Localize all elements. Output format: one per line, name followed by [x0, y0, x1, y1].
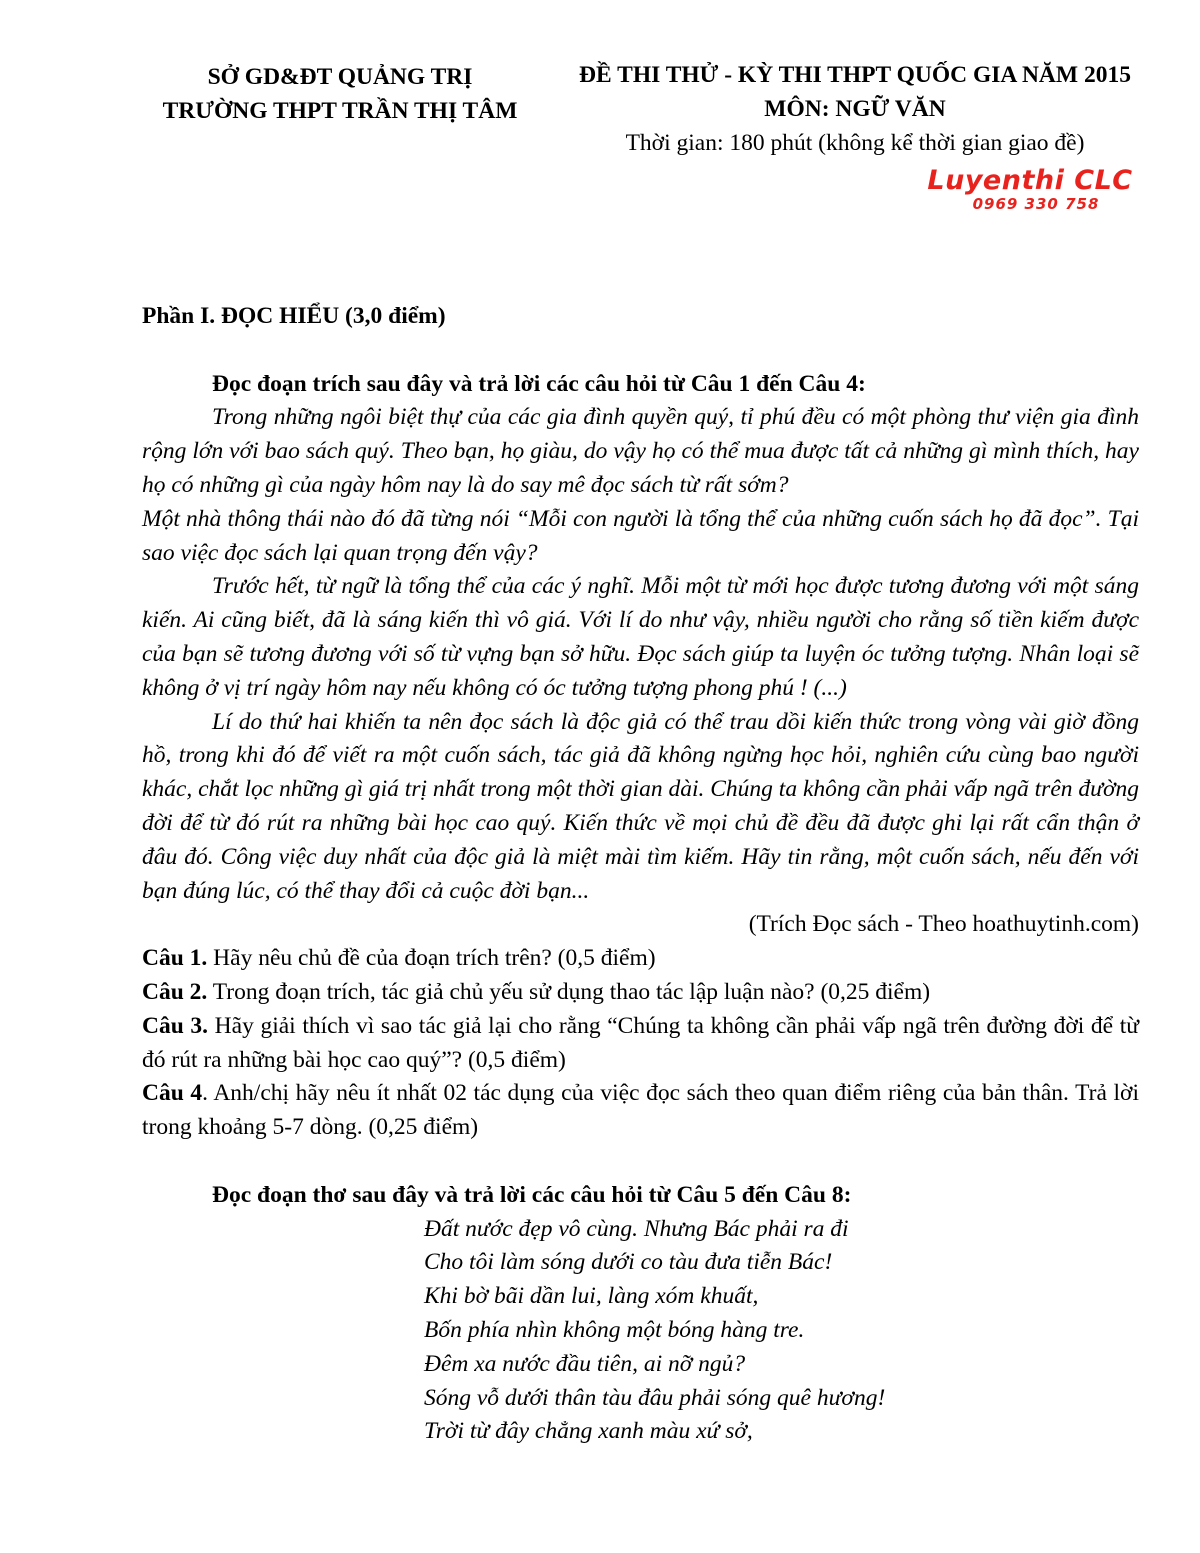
watermark-phone: 0969 330 758	[972, 195, 1100, 213]
question-label: Câu 1.	[142, 945, 208, 972]
section-title: Phần I. ĐỌC HIỂU (3,0 điểm)	[142, 303, 446, 329]
reading-passage	[142, 401, 1139, 908]
department-name: SỞ GD&ĐT QUẢNG TRỊ	[207, 64, 473, 90]
passage-paragraph: Một nhà thông thái nào đó đã từng nói “Mỗi con người là tổng thể của những cuốn sách họ đã đọc”. Tại sao việc đọc sách lại quan trọng đến vậy?	[142, 505, 1139, 566]
school-header	[130, 60, 550, 128]
question-3	[142, 1010, 1139, 1078]
reading-instruction: Đọc đoạn trích sau đây và trả lời các câu hỏi từ Câu 1 đến Câu 4:	[212, 370, 866, 397]
question-text: Trong đoạn trích, tác giả chủ yếu sử dụng thao tác lập luận nào? (0,25 điểm)	[207, 978, 931, 1005]
exam-body	[142, 300, 1139, 1449]
question-label: Câu 4	[142, 1080, 203, 1107]
poem-line: Cho tôi làm sóng dưới co tàu đưa tiễn Bác!	[424, 1249, 833, 1276]
passage-source: (Trích Đọc sách - Theo hoathuytinh.com)	[748, 911, 1139, 938]
watermark-logo	[920, 166, 1140, 212]
question-label: Câu 2.	[142, 978, 208, 1005]
passage-paragraph: Lí do thứ hai khiến ta nên đọc sách là độc giả có thể trau dồi kiến thức trong vòng vài giờ đồng hồ, trong khi đó để viết ra một cuốn sách, tác giả đã không ngừng học hỏi, nghiên cứu cùng bao người khác, chắt lọc những gì giá trị nhất trong một thời gian dài. Chúng ta không cần phải vấp ngã trên đường đời để từ đó rút ra những bài học cao quý. Kiến thức về mọi chủ đề đều đã được ghi lại rất cẩn thận ở đâu đó. Công việc duy nhất của độc giả là miệt mài tìm kiếm. Hãy tin rằng, một cuốn sách, nếu đến với bạn đúng lúc, có thể thay đổi cả cuộc đời bạn...	[142, 708, 1139, 904]
question-label: Câu 3.	[142, 1012, 209, 1039]
watermark-brand: Luyenthi CLC	[927, 165, 1133, 196]
poem-instruction: Đọc đoạn thơ sau đây và trả lời các câu hỏi từ Câu 5 đến Câu 8:	[212, 1181, 852, 1208]
poem-line: Đêm xa nước đầu tiên, ai nỡ ngủ?	[424, 1350, 746, 1377]
poem-line: Bốn phía nhìn không một bóng hàng tre.	[424, 1316, 805, 1343]
question-text: . Anh/chị hãy nêu ít nhất 02 tác dụng của việc đọc sách theo quan điểm riêng của bản thân. Trả lời trong khoảng 5-7 dòng. (0,25 điểm)	[142, 1080, 1139, 1141]
school-name: TRƯỜNG THPT TRẦN THỊ TÂM	[162, 98, 518, 124]
passage-paragraph: Trước hết, từ ngữ là tổng thể của các ý nghĩ. Mỗi một từ mới học được tương đương với một sáng kiến. Ai cũng biết, đã là sáng kiến thì vô giá. Với lí do như vậy, nhiều người cho rằng số tiền kiếm được của bạn sẽ tương đương với số từ vựng bạn sở hữu. Đọc sách giúp ta luyện óc tưởng tượng. Nhân loại sẽ không ở vị trí ngày hôm nay nếu không có óc tưởng tượng phong phú ! (...)	[142, 573, 1139, 701]
question-1	[142, 942, 1139, 976]
passage-paragraph: Trong những ngôi biệt thự của các gia đình quyền quý, tỉ phú đều có một phòng thư viện gia đình rộng lớn với bao sách quý. Theo bạn, họ giàu, do vậy họ có thể mua được tất cả những gì mình thích, hay họ có những gì của ngày hôm nay là do say mê đọc sách từ rất sớm?	[142, 404, 1139, 498]
exam-subject: MÔN: NGỮ VĂN	[764, 96, 946, 122]
question-4	[142, 1077, 1139, 1145]
poem-line: Khi bờ bãi dần lui, làng xóm khuất,	[424, 1283, 759, 1310]
exam-time: Thời gian: 180 phút (không kể thời gian giao đề)	[625, 130, 1085, 156]
poem-line: Sóng vỗ dưới thân tàu đâu phải sóng quê hương!	[424, 1384, 886, 1411]
question-text: Hãy nêu chủ đề của đoạn trích trên? (0,5 điểm)	[207, 945, 656, 972]
poem-excerpt	[142, 1213, 1139, 1450]
poem-line: Trời từ đây chẳng xanh màu xứ sở,	[424, 1418, 753, 1445]
exam-title: ĐỀ THI THỬ - KỲ THI THPT QUỐC GIA NĂM 2015	[579, 62, 1131, 88]
question-text: Hãy giải thích vì sao tác giả lại cho rằng “Chúng ta không cần phải vấp ngã trên đường đời để từ đó rút ra những bài học cao quý”? (0,5 điểm)	[142, 1012, 1139, 1073]
poem-line: Đất nước đẹp vô cùng. Nhưng Bác phải ra đi	[424, 1215, 849, 1242]
question-2	[142, 976, 1139, 1010]
exam-header	[555, 58, 1155, 160]
